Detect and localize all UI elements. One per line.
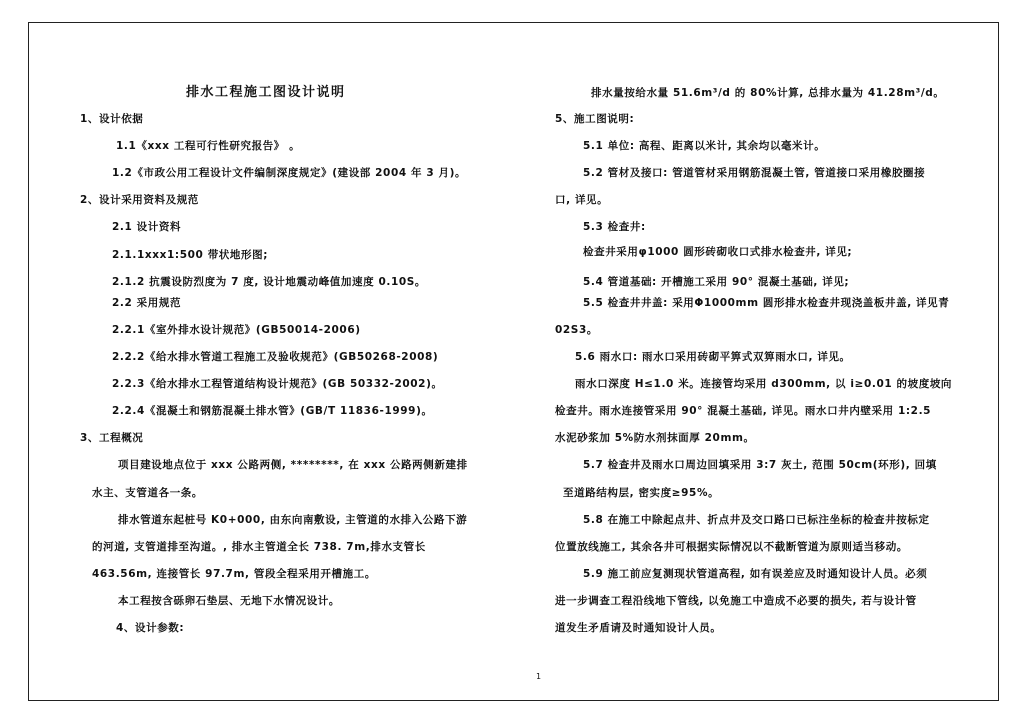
text-line: 02S3。 — [555, 324, 598, 336]
text-line: 5.9 施工前应复测现状管道高程, 如有误差应及时通知设计人员。必须 — [583, 568, 928, 580]
text-line: 检查井。雨水连接管采用 90° 混凝土基础, 详见。雨水口井内壁采用 1:2.5 — [555, 405, 932, 417]
page-number: 1 — [536, 672, 542, 681]
text-line: 5.5 检查井井盖: 采用Φ1000mm 圆形排水检查井现浇盖板井盖, 详见青 — [583, 297, 950, 309]
text-line: 检查井采用φ1000 圆形砖砌收口式排水检查井, 详见; — [583, 246, 853, 258]
text-line: 进一步调查工程沿线地下管线, 以免施工中造成不必要的损失, 若与设计管 — [555, 595, 917, 607]
text-line: 5.8 在施工中除起点井、折点井及交口路口已标注坐标的检查井按标定 — [583, 514, 930, 526]
text-line: 2.2 采用规范 — [112, 297, 182, 309]
text-line: 5.3 检查井: — [583, 221, 646, 233]
text-line: 位置放线施工, 其余各井可根据实际情况以不截断管道为原则适当移动。 — [555, 541, 908, 553]
text-line: 排水量按给水量 51.6m³/d 的 80%计算, 总排水量为 41.28m³/d。 — [591, 87, 945, 99]
text-line: 项目建设地点位于 xxx 公路两侧, ********, 在 xxx 公路两侧新建排 — [118, 459, 468, 471]
document-title: 排水工程施工图设计说明 — [186, 85, 346, 100]
section-heading: 1、设计依据 — [80, 113, 144, 125]
text-line: 2.1 设计资料 — [112, 221, 182, 233]
text-line: 5.4 管道基础: 开槽施工采用 90° 混凝土基础, 详见; — [583, 276, 850, 288]
section-heading: 3、工程概况 — [80, 432, 144, 444]
text-line: 口, 详见。 — [555, 194, 609, 206]
text-line: 2.1.1xxx1:500 带状地形图; — [112, 249, 268, 261]
text-line: 水主、支管道各一条。 — [92, 487, 203, 499]
text-line: 463.56m, 连接管长 97.7m, 管段全程采用开槽施工。 — [92, 568, 376, 580]
text-line: 5.1 单位: 高程、距离以米计, 其余均以毫米计。 — [583, 140, 826, 152]
text-line: 至道路结构层, 密实度≥95%。 — [563, 487, 720, 499]
text-line: 1.1《xxx 工程可行性研究报告》 。 — [116, 140, 301, 152]
text-line: 排水管道东起桩号 K0+000, 由东向南敷设, 主管道的水排入公路下游 — [118, 514, 468, 526]
text-line: 5.2 管材及接口: 管道管材采用钢筋混凝土管, 管道接口采用橡胶圈接 — [583, 167, 926, 179]
text-line: 1.2《市政公用工程设计文件编制深度规定》(建设部 2004 年 3 月)。 — [112, 167, 467, 179]
section-heading: 5、施工图说明: — [555, 113, 635, 125]
text-line: 5.7 检查井及雨水口周边回填采用 3:7 灰土, 范围 50cm(环形), 回填 — [583, 459, 937, 471]
text-line: 2.2.4《混凝土和钢筋混凝土排水管》(GB/T 11836-1999)。 — [112, 405, 433, 417]
text-line: 雨水口深度 H≤1.0 米。连接管均采用 d300mm, 以 i≥0.01 的坡度坡向 — [575, 378, 953, 390]
text-line: 水泥砂浆加 5%防水剂抹面厚 20mm。 — [555, 432, 755, 444]
text-line: 2.2.3《给水排水工程管道结构设计规范》(GB 50332-2002)。 — [112, 378, 443, 390]
text-line: 道发生矛盾请及时通知设计人员。 — [555, 622, 722, 634]
text-line: 2.1.2 抗震设防烈度为 7 度, 设计地震动峰值加速度 0.10S。 — [112, 276, 427, 288]
text-line: 2.2.1《室外排水设计规范》(GB50014-2006) — [112, 324, 361, 336]
text-line: 本工程按含砾卵石垫层、无地下水情况设计。 — [118, 595, 340, 607]
text-line: 的河道, 支管道排至沟道。, 排水主管道全长 738. 7m,排水支管长 — [92, 541, 426, 553]
section-heading: 2、设计采用资料及规范 — [80, 194, 199, 206]
text-line: 5.6 雨水口: 雨水口采用砖砌平箅式双箅雨水口, 详见。 — [575, 351, 851, 363]
section-heading: 4、设计参数: — [116, 622, 185, 634]
text-line: 2.2.2《给水排水管道工程施工及验收规范》(GB50268-2008) — [112, 351, 439, 363]
